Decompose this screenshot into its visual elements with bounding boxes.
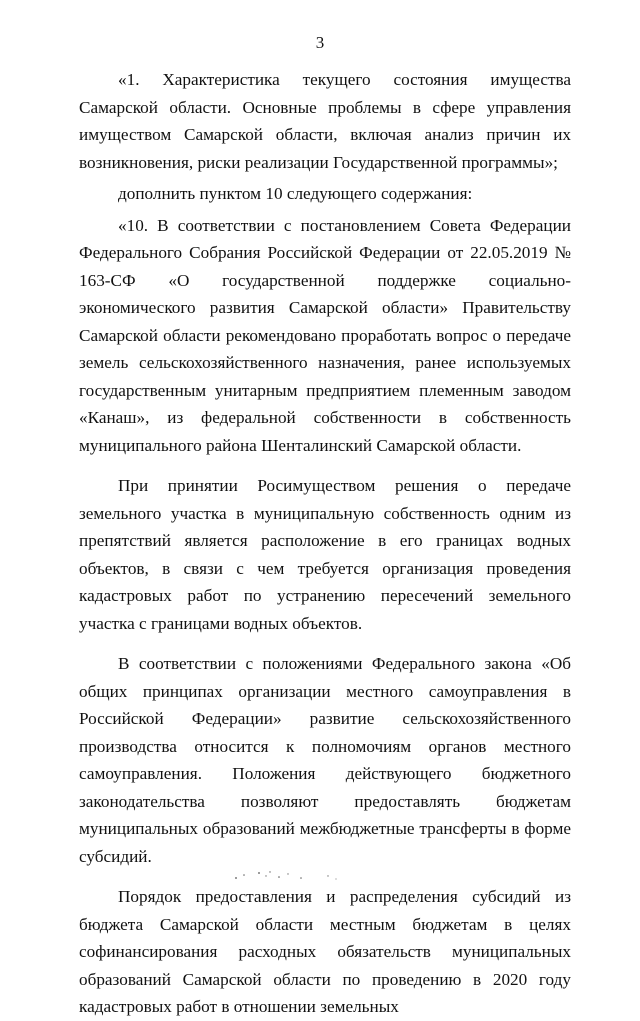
paragraph-rosimushchestvo: При принятии Росимуществом решения о передаче земельного участка в муниципальную собственность одним из препятствий является расположение в его границах водных объектов, в связи с чем требуется организация проведения кадастровых работ по устранению пересечений земельного участка с границами водных объектов. <box>79 476 571 633</box>
paragraph-subsidy-procedure: Порядок предоставления и распределения субсидий из бюджета Самарской области местным бюджетам в целях софинансирования расходных обязательств муниципальных образований Самарской области по проведению в 2020 году кадастровых работ в отношении земельных <box>79 887 571 1016</box>
page-number: 3 <box>315 33 325 52</box>
scan-artifact <box>0 866 640 886</box>
paragraph-point-10: «10. В соответствии с постановлением Совета Федерации Федерального Собрания Российской Федерации от 22.05.2019 № 163-СФ «О государственной поддержке социально-экономического развития Самарской области» Правительству Самарской области рекомендовано проработать вопрос о передаче земель сельскохозяйственного назначения, ранее используемых государственным унитарным предприятием племенным заводом «Канаш», из федеральной собственности в собственность муниципального района Шенталинский Самарской области. <box>79 215 571 455</box>
paragraph-section-1-title: «1. Характеристика текущего состояния имущества Самарской области. Основные проблемы в сфере управления имуществом Самарской области, включая анализ причин их возникновения, риски реализации Государственной программы»; <box>79 70 571 172</box>
paragraph-federal-law: В соответствии с положениями Федерального закона «Об общих принципах организации местного самоуправления в Российской Федерации» развитие сельскохозяйственного производства относится к полномочиям органов местного самоуправления. Положения действующего бюджетного законодательства позволяют предоставлять бюджетам муниципальных образований межбюджетные трансферты в форме субсидий. <box>79 654 571 866</box>
paragraph-amendment-instruction: дополнить пунктом 10 следующего содержания: <box>118 184 473 203</box>
